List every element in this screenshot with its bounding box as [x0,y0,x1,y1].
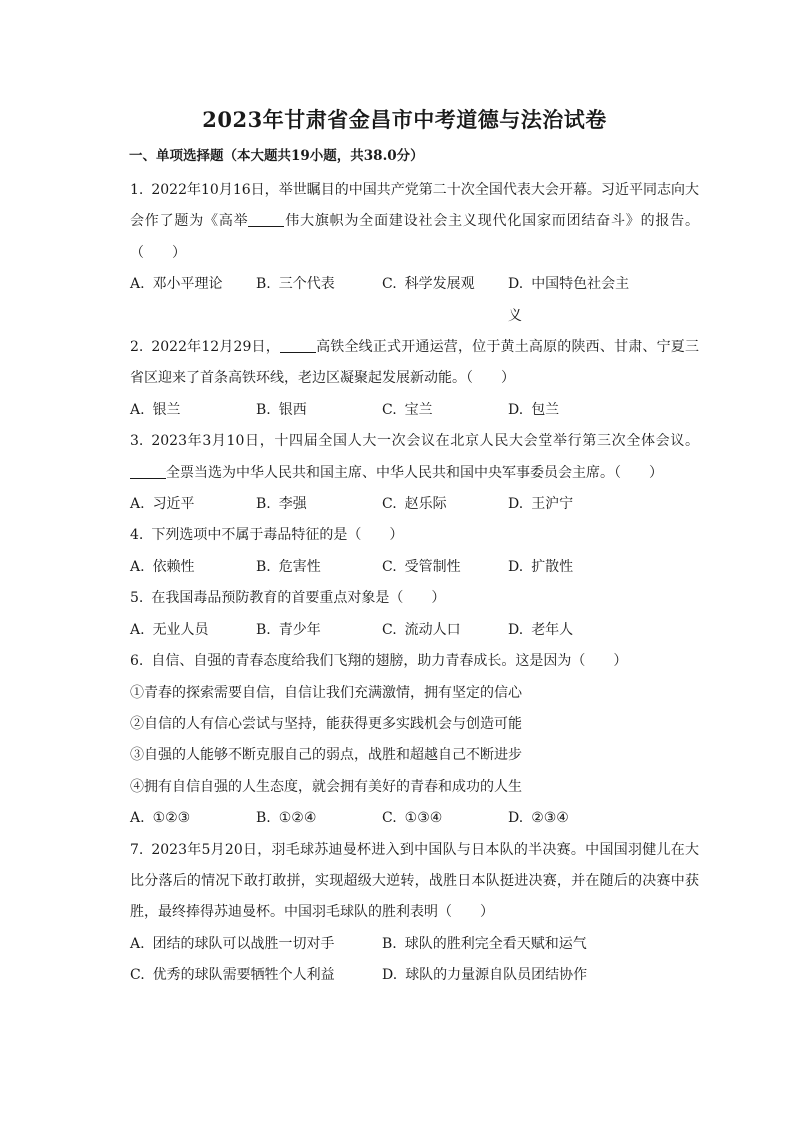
question-7 [130,835,699,992]
option-key: B. [256,496,271,513]
option-d[interactable] [508,395,634,426]
option-text: 危害性 [278,558,321,575]
option-text: 扩散性 [531,558,574,575]
stem-text: 自信、自强的青春态度给我们飞翔的翅膀，助力青春成长。这是因为（ ） [151,653,628,670]
option-text: 邓小平理论 [152,276,223,293]
statement-2: ②自信的人有信心尝试与坚持，能获得更多实践机会与创造可能 [130,715,522,732]
option-key: C. [382,276,397,293]
stem-text-after: 高铁全线正式开通运营，位于黄土高原的陕西、甘肃、宁夏三省区迎来了首条高铁环线，老边区凝聚起发展新动能。（ ） [130,339,699,387]
option-d[interactable] [508,552,634,583]
option-text: 赵乐际 [404,496,447,513]
option-text: ①②③ [152,810,191,827]
answer-blank [280,338,316,353]
option-a[interactable] [130,269,256,332]
option-key: C. [130,967,145,984]
question-5 [130,583,699,646]
option-text: 无业人员 [152,621,209,638]
option-b[interactable] [382,929,634,960]
option-text: 李强 [278,496,307,513]
question-stem [130,520,699,551]
option-a[interactable] [130,929,382,960]
section-heading: 一、单项选择题（本大题共19小题，共38.0分） [129,148,424,164]
option-b[interactable] [256,615,382,646]
option-text: 科学发展观 [404,276,475,293]
option-key: D. [382,967,398,984]
option-text: 银西 [278,401,307,418]
option-c[interactable] [382,269,508,332]
option-c[interactable] [382,552,508,583]
option-text: 依赖性 [152,558,195,575]
question-number: 6. [130,653,144,670]
question-stem [130,835,699,929]
option-key: C. [382,621,397,638]
option-d[interactable] [508,489,634,520]
option-b[interactable] [256,395,382,426]
option-key: A. [130,558,145,575]
option-text: 中国特色社会主义 [508,276,630,324]
option-text: 球队的力量源自队员团结协作 [405,967,588,984]
options-row [130,803,699,834]
option-b[interactable] [256,269,382,332]
option-key: B. [382,935,397,952]
option-d[interactable] [508,269,634,332]
stem-text-after: 全票当选为中华人民共和国主席、中华人民共和国中央军事委员会主席。（ ） [166,464,663,481]
option-text: 习近平 [152,496,195,513]
option-key: A. [130,276,145,293]
option-key: D. [508,276,524,293]
option-a[interactable] [130,489,256,520]
option-text: ①③④ [404,810,443,827]
option-a[interactable] [130,395,256,426]
option-key: B. [256,276,271,293]
option-b[interactable] [256,489,382,520]
option-key: C. [382,496,397,513]
option-text: 三个代表 [278,276,335,293]
option-text: 流动人口 [404,621,461,638]
question-4 [130,520,699,583]
option-a[interactable] [130,615,256,646]
option-c[interactable] [382,615,508,646]
option-key: A. [130,401,145,418]
option-a[interactable] [130,552,256,583]
option-key: B. [256,401,271,418]
option-c[interactable] [382,395,508,426]
option-c[interactable] [382,489,508,520]
stem-text: 2023年5月20日，羽毛球苏迪曼杯进入到中国队与日本队的半决赛。中国国羽健儿在大比分落后的情况下敢打敢拼，实现超级大逆转，战胜日本队挺进决赛，并在随后的决赛中获胜，最终捧得苏迪曼杯。中国羽毛球队的胜利表明（ ） [130,841,699,921]
options-row [130,552,699,583]
option-text: ①②④ [278,810,317,827]
options-grid [130,929,699,992]
question-stem [130,175,699,269]
question-number: 3. [130,433,144,450]
options-row [130,489,699,520]
question-number: 5. [130,590,144,607]
answer-blank [130,464,166,479]
options-row [130,395,699,426]
option-d[interactable] [508,615,634,646]
option-text: 优秀的球队需要牺牲个人利益 [152,967,335,984]
option-text: 老年人 [531,621,574,638]
option-text: 包兰 [531,401,560,418]
option-key: C. [382,810,397,827]
stem-text-before: 2022年10月16日，举世瞩目的中国共产党第二十次全国代表大会开幕。习近平同志向大会作了题为《高举 [130,182,699,230]
option-text: 球队的胜利完全看天赋和运气 [404,935,587,952]
option-d[interactable] [508,803,634,834]
page-title: 2023年甘肃省金昌市中考道德与法治试卷 [202,107,607,132]
option-text: ②③④ [531,810,569,827]
answer-blank [248,212,284,227]
question-1 [130,175,699,332]
option-c[interactable] [130,960,382,991]
option-key: B. [256,558,271,575]
option-key: A. [130,496,145,513]
option-text: 青少年 [278,621,321,638]
option-key: A. [130,935,145,952]
option-key: C. [382,401,397,418]
statement-4: ④拥有自信自强的人生态度，就会拥有美好的青春和成功的人生 [130,778,522,795]
option-text: 银兰 [152,401,181,418]
question-6 [130,646,699,834]
option-a[interactable] [130,803,256,834]
statement-1: ①青春的探索需要自信，自信让我们充满激情，拥有坚定的信心 [130,684,522,701]
option-b[interactable] [256,552,382,583]
question-stem [130,332,699,395]
option-key: D. [508,621,524,638]
option-key: D. [508,496,524,513]
option-key: B. [256,810,271,827]
question-number: 2. [130,339,144,356]
option-key: D. [508,558,524,575]
option-key: A. [130,621,145,638]
option-key: A. [130,810,145,827]
question-stem [130,646,699,677]
option-c[interactable] [382,803,508,834]
question-number: 1. [130,182,144,198]
stem-text-after: 伟大旗帜为全面建设社会主义现代化国家而团结奋斗》的报告。（ ） [130,213,700,261]
option-b[interactable] [256,803,382,834]
option-key: B. [256,621,271,638]
options-row [130,269,699,332]
question-3 [130,426,699,520]
options-row [130,615,699,646]
option-key: D. [508,810,524,827]
question-2 [130,332,699,426]
stem-text-before: 2023年3月10日，十四届全国人大一次会议在北京人民大会堂举行第三次全体会议。 [151,433,699,450]
stem-text: 在我国毒品预防教育的首要重点对象是（ ） [151,590,446,607]
stem-text-before: 2022年12月29日， [151,339,280,356]
option-key: C. [382,558,397,575]
option-text: 王沪宁 [531,496,574,513]
option-d[interactable] [382,960,634,991]
stem-text: 下列选项中不属于毒品特征的是（ ） [151,527,404,544]
statement-3: ③自强的人能够不断克服自己的弱点，战胜和超越自己不断进步 [130,747,522,764]
option-text: 宝兰 [404,401,433,418]
question-stem [130,583,699,614]
question-stem [130,426,699,489]
question-number: 7. [130,841,144,858]
question-number: 4. [130,527,144,544]
option-key: D. [508,401,524,418]
option-text: 团结的球队可以战胜一切对手 [152,935,335,952]
option-text: 受管制性 [404,558,461,575]
